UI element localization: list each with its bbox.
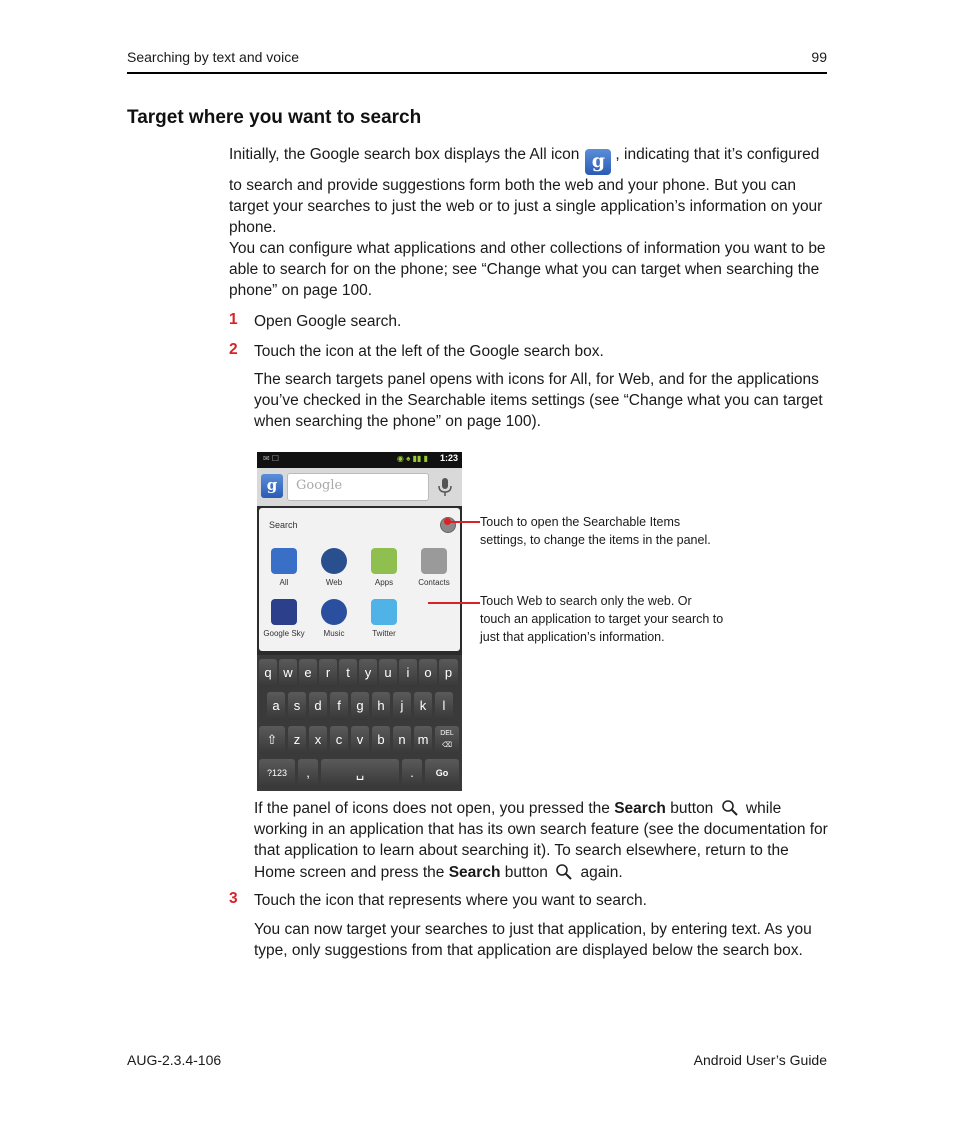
step-3-text: Touch the icon that represents where you want to search. (254, 892, 647, 909)
key-g[interactable]: g (351, 692, 369, 720)
search-target-button[interactable]: g (261, 474, 283, 498)
step-2-text: Touch the icon at the left of the Google search box. (254, 343, 604, 360)
key-y[interactable]: y (359, 659, 377, 687)
step-3-detail: You can now target your searches to just that application, by entering text. As you type, only suggestions from that application are displayed below the search box. (254, 921, 812, 960)
target-item-google-sky[interactable] (261, 599, 307, 638)
key-q[interactable]: q (259, 659, 277, 687)
search-targets-panel (259, 508, 460, 651)
target-item-all[interactable] (261, 548, 307, 587)
callout-line-web (428, 602, 480, 604)
intro-paragraph-2: You can configure what applications and other collections of information you want to be able to search for on the phone; see “Change what you can target when searching the phone” on page 100. (229, 240, 826, 300)
target-item-music[interactable] (311, 599, 357, 638)
google-search-bar (257, 468, 462, 506)
callout-settings: Touch to open the Searchable Items settings, to change the items in the panel. (480, 515, 711, 547)
period-key[interactable]: . (402, 759, 422, 787)
callout-web: Touch Web to search only the web. Or touch an application to target your search to just that application’s information. (480, 594, 724, 644)
microphone-icon[interactable] (435, 476, 455, 498)
note-text: If the panel of icons does not open, you pressed the (254, 800, 615, 817)
globe-icon (321, 548, 347, 574)
key-f[interactable]: f (330, 692, 348, 720)
symbols-key[interactable]: ?123 (259, 759, 295, 787)
key-j[interactable]: j (393, 692, 411, 720)
key-a[interactable]: a (267, 692, 285, 720)
target-label: Google Sky (263, 629, 305, 638)
step-1-text: Open Google search. (254, 313, 402, 330)
google-all-icon (271, 548, 297, 574)
footer-guide-title: Android User’s Guide (693, 1052, 827, 1068)
status-bar (257, 452, 462, 468)
sky-map-icon (271, 599, 297, 625)
target-label: Music (323, 629, 345, 638)
section-title: Target where you want to search (127, 107, 422, 128)
search-box[interactable] (287, 473, 429, 501)
callout-dot-settings (444, 518, 451, 525)
key-w[interactable]: w (279, 659, 297, 687)
shift-key[interactable]: ⇧ (259, 726, 285, 754)
note-paragraph (254, 798, 829, 883)
target-label: All (279, 578, 289, 587)
target-item-apps[interactable] (361, 548, 407, 587)
google-all-icon: g (585, 149, 611, 175)
signal-battery-icons: ◉ ♠ ▮▮ ▮ (396, 454, 428, 463)
running-header-title: Searching by text and voice (127, 49, 299, 65)
delete-key[interactable]: DEL ⌫ (435, 726, 459, 754)
key-u[interactable]: u (379, 659, 397, 687)
key-e[interactable]: e (299, 659, 317, 687)
key-i[interactable]: i (399, 659, 417, 687)
step-2-number: 2 (229, 341, 238, 358)
key-h[interactable]: h (372, 692, 390, 720)
target-item-contacts[interactable] (411, 548, 457, 587)
go-key[interactable]: Go (425, 759, 459, 787)
key-m[interactable]: m (414, 726, 432, 754)
search-icon (555, 863, 573, 881)
target-label: Apps (374, 578, 394, 587)
key-v[interactable]: v (351, 726, 369, 754)
speaker-icon (321, 599, 347, 625)
search-button-name: Search (614, 800, 666, 817)
target-item-twitter[interactable] (361, 599, 407, 638)
header-rule (127, 72, 827, 74)
step-3-number: 3 (229, 890, 238, 907)
intro-p1-text-a: Initially, the Google search box displays the All icon (229, 146, 580, 163)
intro-p1-text-b: , indicating that it’s configured to search and provide suggestions form both the web and your phone. But you can target your searches to just the web or to just a single application’s information on your phone. (229, 146, 823, 237)
note-text: button (665, 800, 718, 817)
callout-line-settings (449, 521, 480, 523)
intro-paragraph-1 (229, 144, 829, 239)
note-text: while working in an application that has its own search feature (see the documentation for that application to learn about searching it). To search elsewhere, return to the Home screen and press the (254, 800, 828, 881)
key-c[interactable]: c (330, 726, 348, 754)
search-icon (721, 799, 739, 817)
target-label: Web (325, 578, 343, 587)
key-x[interactable]: x (309, 726, 327, 754)
panel-title: Search (269, 520, 298, 530)
step-1-number: 1 (229, 311, 238, 328)
soft-keyboard (257, 655, 462, 791)
key-z[interactable]: z (288, 726, 306, 754)
apps-bag-icon (371, 548, 397, 574)
note-text: button (500, 863, 553, 881)
key-b[interactable]: b (372, 726, 390, 754)
target-label: Contacts (418, 578, 450, 587)
comma-key[interactable]: , (298, 759, 318, 787)
key-n[interactable]: n (393, 726, 411, 754)
target-item-web[interactable] (311, 548, 357, 587)
step-2-detail: The search targets panel opens with icons for All, for Web, and for the applications you’ve checked in the Searchable items settings (see “Change what you can target when searching the phone” on page 100). (254, 371, 823, 431)
phone-screenshot (257, 452, 462, 791)
notification-icons: ✉ ☐ (263, 454, 280, 463)
key-o[interactable]: o (419, 659, 437, 687)
key-p[interactable]: p (439, 659, 458, 687)
footer-doc-id: AUG-2.3.4-106 (127, 1052, 222, 1068)
page-number: 99 (811, 49, 827, 65)
note-text: again. (576, 863, 623, 881)
key-l[interactable]: l (435, 692, 453, 720)
search-button-name: Search (448, 863, 501, 881)
status-time: 1:23 (439, 453, 458, 463)
space-key[interactable]: ␣ (321, 759, 399, 787)
key-k[interactable]: k (414, 692, 432, 720)
key-t[interactable]: t (339, 659, 357, 687)
key-s[interactable]: s (288, 692, 306, 720)
key-r[interactable]: r (319, 659, 337, 687)
delete-key-label: DEL (440, 730, 454, 737)
key-d[interactable]: d (309, 692, 327, 720)
target-label: Twitter (372, 629, 396, 638)
contacts-icon (421, 548, 447, 574)
search-box-placeholder: Google (296, 478, 343, 493)
twitter-bird-icon (371, 599, 397, 625)
